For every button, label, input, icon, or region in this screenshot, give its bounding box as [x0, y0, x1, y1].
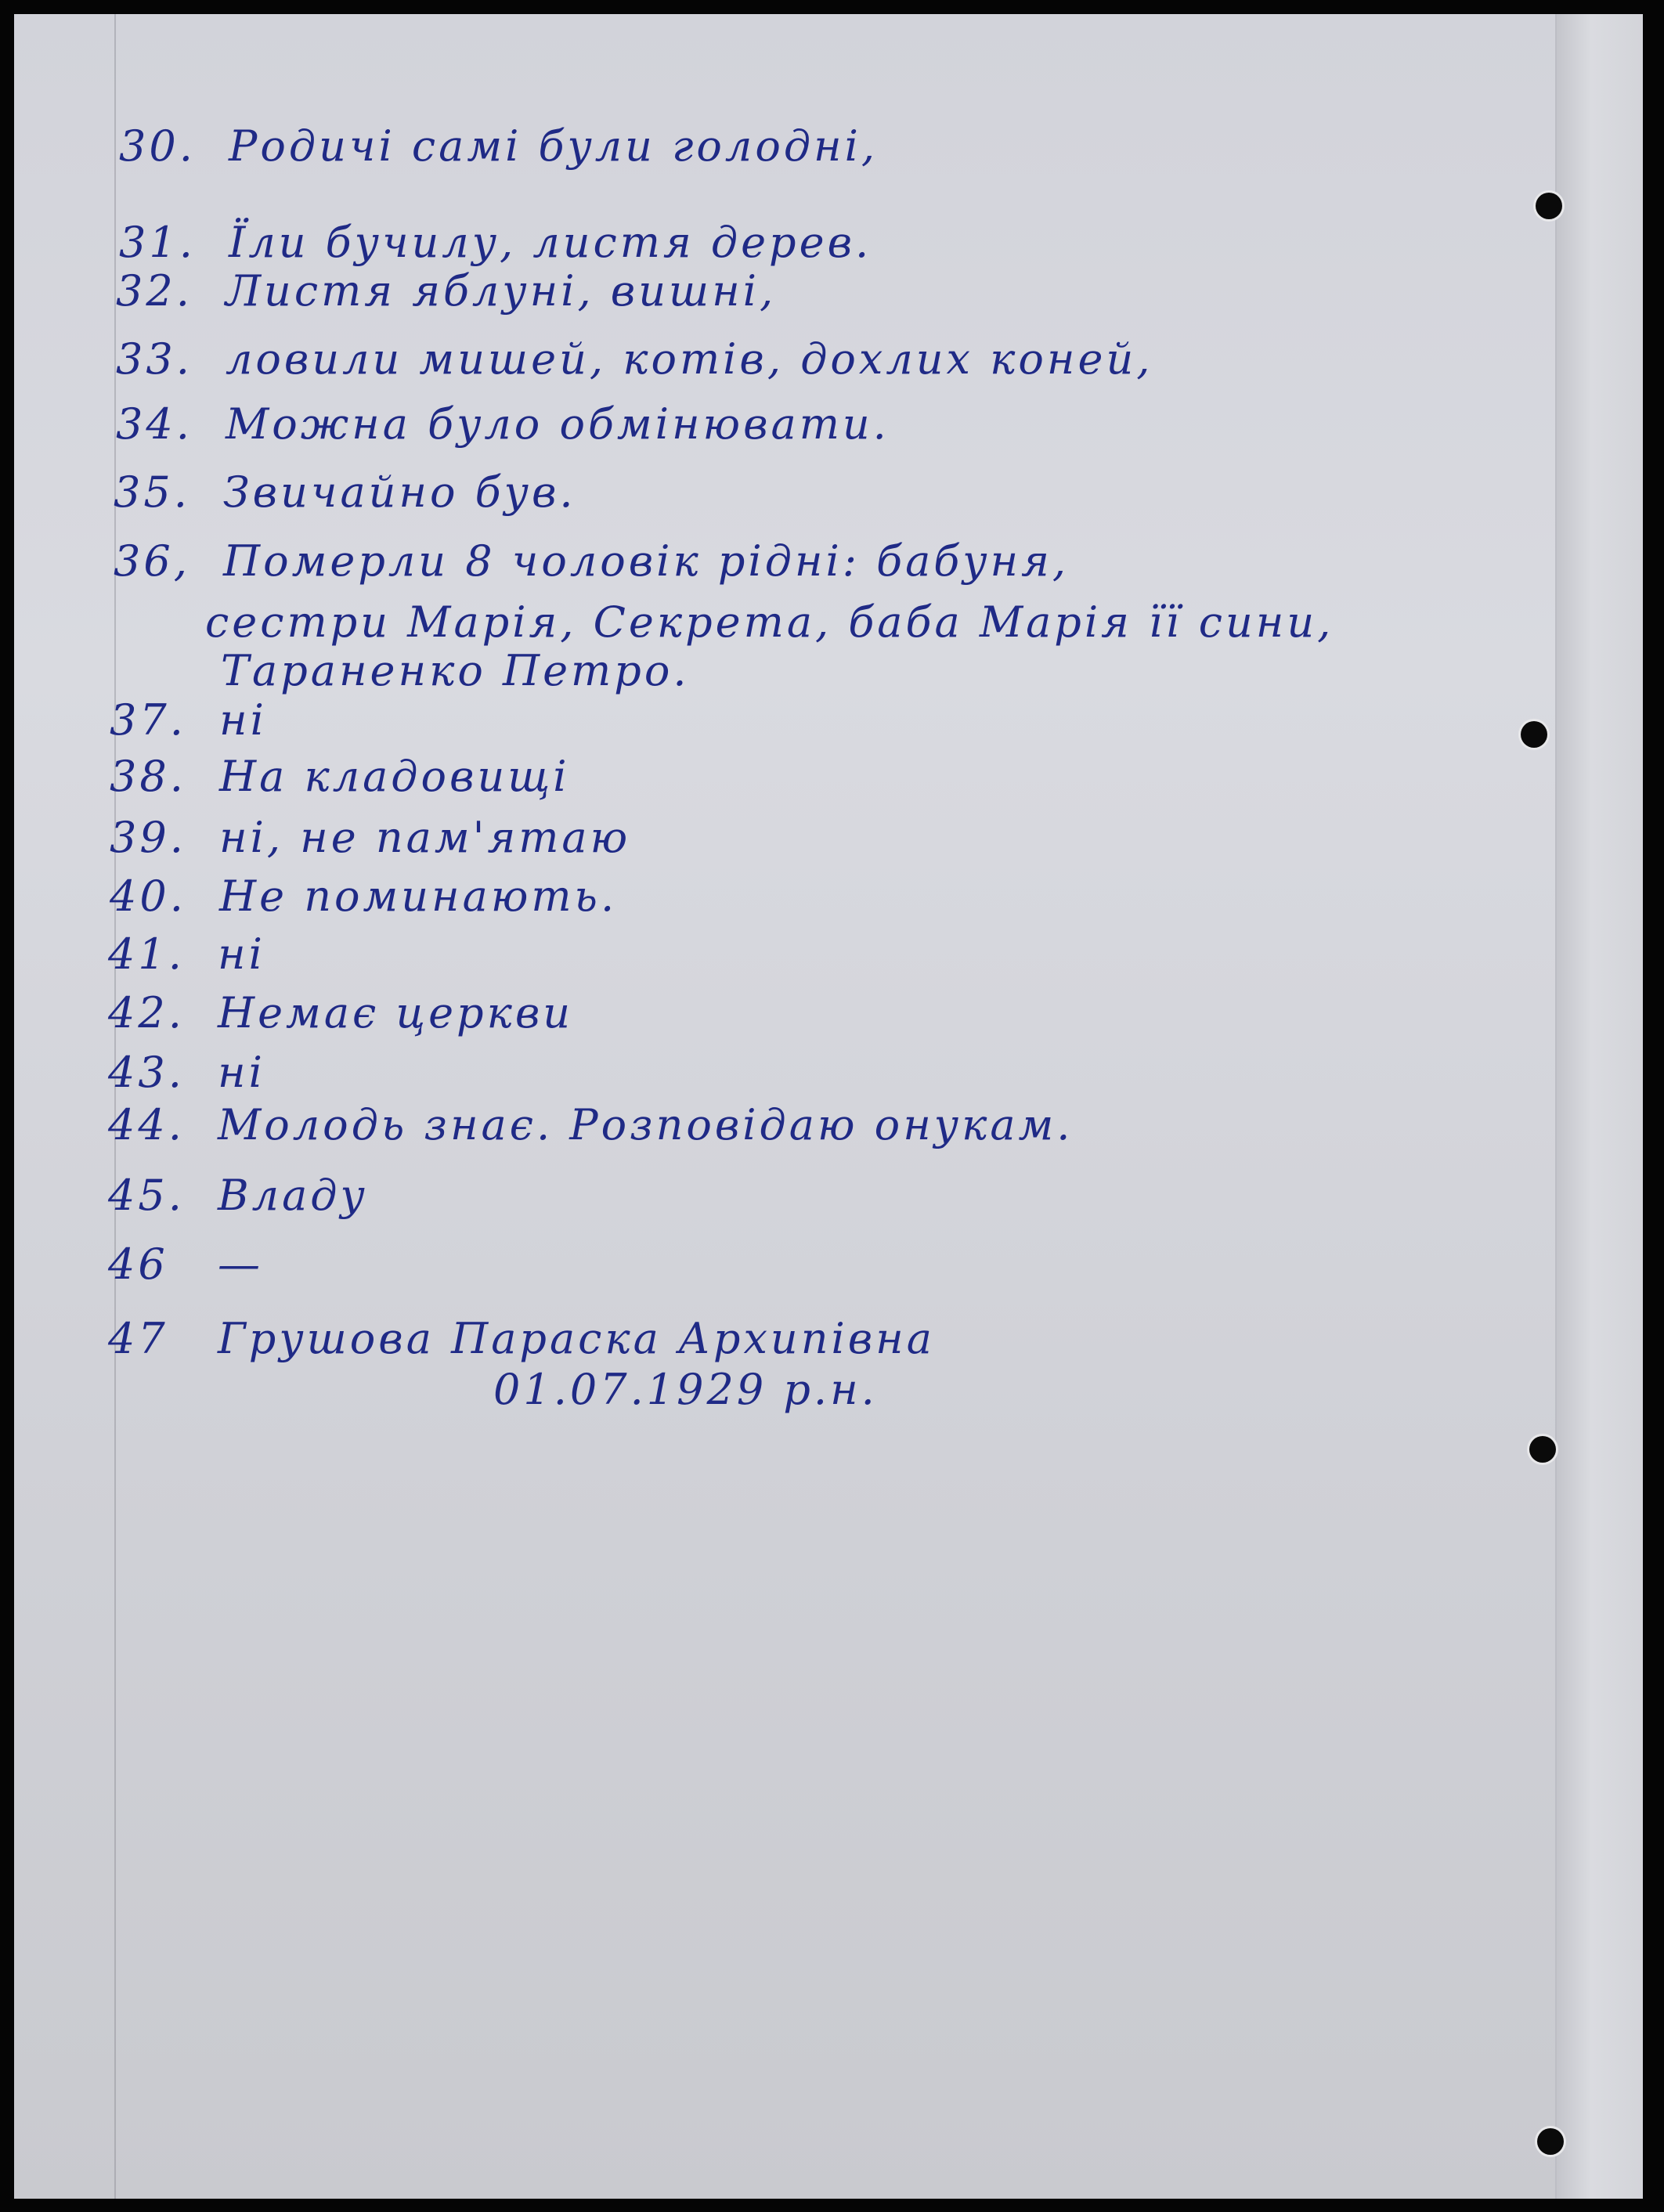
answer-line [114, 536, 1070, 586]
answer-line [108, 988, 574, 1037]
punch-hole [1536, 193, 1562, 219]
answer-number: 35. [114, 467, 190, 517]
answer-line [108, 1314, 935, 1363]
answer-number: 36, [114, 536, 190, 586]
answer-number: 47 [108, 1314, 168, 1363]
answer-line [110, 695, 267, 745]
answer-text: ловили мишей, котів, дохлих коней, [226, 334, 1153, 384]
answer-number: 46 [108, 1240, 168, 1289]
answer-continuation: сестри Марія, Секрета, баба Марія її сини, [205, 597, 1334, 647]
answer-number: 45. [108, 1171, 185, 1220]
answer-number: 41. [108, 929, 185, 979]
answer-number: 37. [110, 695, 186, 745]
answer-line [114, 467, 576, 517]
answer-line [110, 871, 618, 921]
answer-text: — [218, 1240, 263, 1289]
answer-number: 32. [116, 266, 193, 316]
answer-line [110, 752, 570, 801]
answer-number: 44. [108, 1100, 185, 1149]
answer-text: Листя яблуні, вишні, [226, 266, 777, 316]
answer-text: Грушова Параска Архипівна [218, 1314, 935, 1363]
answer-line [110, 813, 631, 862]
answer-text: Владу [218, 1171, 368, 1220]
answer-text: Звичайно був. [223, 467, 576, 517]
answer-number: 40. [110, 871, 186, 921]
answer-line [119, 121, 879, 171]
answer-continuation: Тараненко Петро. [221, 646, 690, 695]
punch-hole [1537, 2128, 1564, 2155]
answer-text: ні, не пам'ятаю [219, 813, 631, 862]
answer-line [119, 218, 872, 267]
answer-line [116, 334, 1153, 384]
answer-text: ні [218, 929, 265, 979]
answer-number: 42. [108, 988, 185, 1037]
answer-text: Молодь знає. Розповідаю онукам. [218, 1100, 1074, 1149]
answer-number: 33. [116, 334, 193, 384]
answer-number: 30. [119, 121, 196, 171]
answer-line [108, 929, 265, 979]
answer-line [108, 1048, 265, 1097]
answer-number: 34. [116, 399, 193, 449]
answer-text: Не поминають. [219, 871, 618, 921]
answer-line [108, 1171, 368, 1220]
answer-text: Померли 8 чоловік рідні: бабуня, [223, 536, 1070, 586]
answer-line [116, 266, 777, 316]
binding-strip [1555, 14, 1643, 2199]
punch-hole [1521, 721, 1547, 748]
answer-number: 39. [110, 813, 186, 862]
answer-text: Можна було обмінювати. [226, 399, 890, 449]
answer-number: 43. [108, 1048, 185, 1097]
punch-hole [1529, 1436, 1556, 1463]
answer-text: Їли бучилу, листя дерев. [229, 218, 872, 267]
answer-text: Немає церкви [218, 988, 574, 1037]
answer-line [108, 1100, 1074, 1149]
answer-text: На кладовищі [219, 752, 570, 801]
answer-number: 31. [119, 218, 196, 267]
birth-date: 01.07.1929 р.н. [493, 1365, 878, 1414]
answer-line [116, 399, 890, 449]
answer-number: 38. [110, 752, 186, 801]
answer-line [108, 1240, 263, 1289]
answer-text: Родичі самі були голодні, [229, 121, 879, 171]
answer-text: ні [218, 1048, 265, 1097]
answer-text: ні [219, 695, 267, 745]
